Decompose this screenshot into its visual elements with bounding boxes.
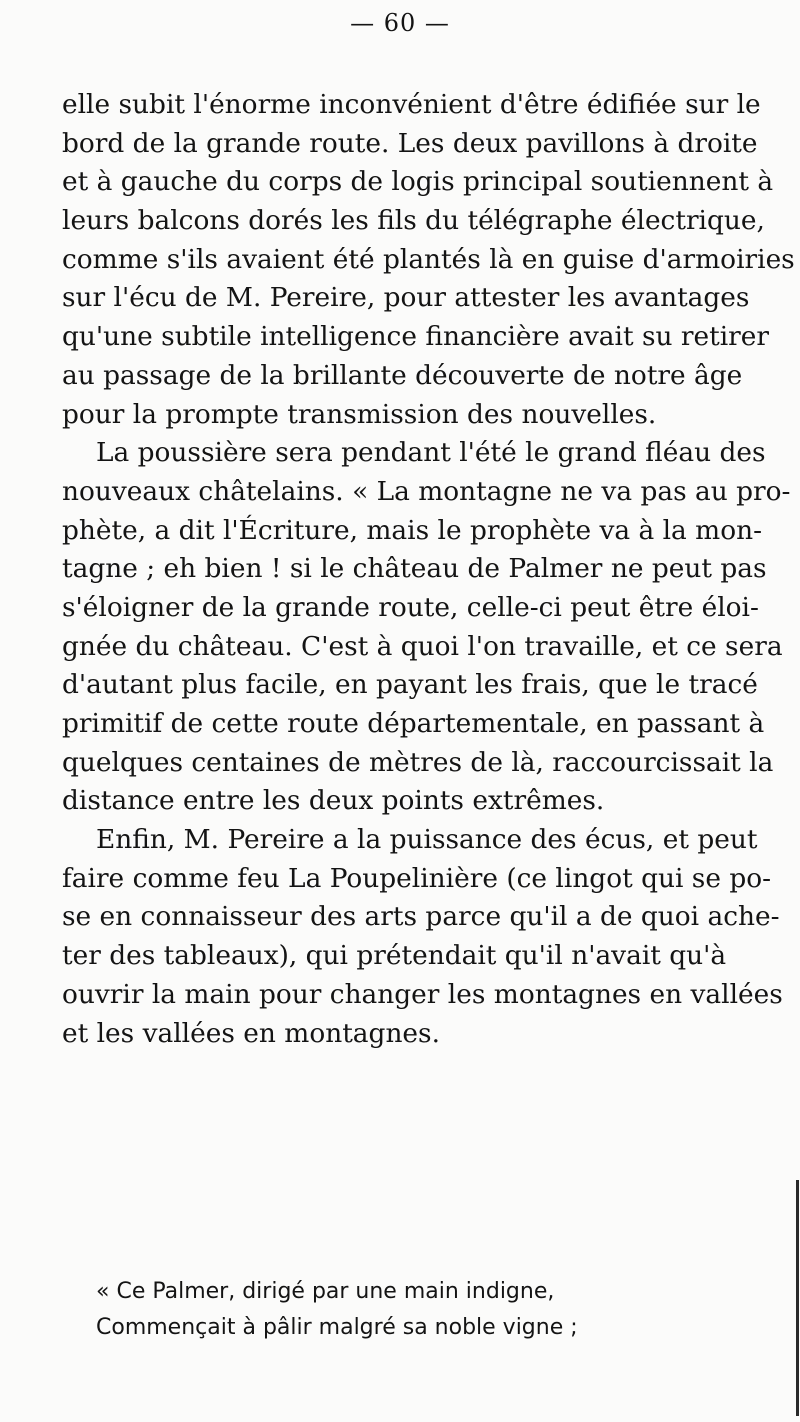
paragraph2-line: tagne ; eh bien ! si le château de Palmer ne peut pas (62, 553, 767, 585)
paragraph2-line: quelques centaines de mètres de là, raccourcissait la (62, 746, 774, 778)
paragraph1-line: au passage de la brillante découverte de notre âge (62, 359, 743, 391)
paragraph2-line: gnée du château. C'est à quoi l'on travaille, et ce sera (62, 630, 783, 662)
paragraph1-line: elle subit l'énorme inconvénient d'être édifiée sur le (62, 89, 761, 120)
paragraph3-line: se en connaisseur des arts parce qu'il a de quoi ache- (62, 901, 780, 933)
page-edge-divider (796, 1180, 799, 1416)
paragraph1-line: sur l'écu de M. Pereire, pour attester les avantages (62, 282, 750, 314)
paragraph1-line: comme s'ils avaient été plantés là en guise d'armoiries (62, 243, 795, 275)
paragraph3-line: faire comme feu La Poupelinière (ce lingot qui se po- (62, 862, 772, 894)
paragraph3-line: ouvrir la main pour changer les montagnes en vallées (62, 978, 783, 1010)
page-number: — 60 — (350, 9, 450, 37)
paragraph2-line: d'autant plus facile, en payant les frais, que le tracé (62, 669, 758, 701)
paragraph3-line: et les vallées en montagnes. (62, 1017, 440, 1049)
paragraph1-line: pour la prompte transmission des nouvelles. (62, 398, 657, 430)
paragraph1-line: leurs balcons dorés les fils du télégraphe électrique, (62, 205, 765, 237)
paragraph3-line: ter des tableaux), qui prétendait qu'il n'avait qu'à (62, 940, 727, 972)
paragraph2-line: nouveaux châtelains. « La montagne ne va pas au pro- (62, 475, 791, 507)
paragraph2-line: phète, a dit l'Écriture, mais le prophète va à la mon- (62, 514, 763, 546)
paragraph2-line: distance entre les deux points extrêmes. (62, 785, 605, 817)
paragraph1-line: et à gauche du corps de logis principal soutiennent à (62, 166, 774, 198)
paragraph2-line: s'éloigner de la grande route, celle-ci peut être éloi- (62, 591, 759, 623)
paragraph1-line: bord de la grande route. Les deux pavillons à droite (62, 127, 758, 159)
paragraph1-line: qu'une subtile intelligence financière avait su retirer (62, 321, 770, 353)
paragraph3-line: Enfin, M. Pereire a la puissance des écus, et peut (96, 824, 758, 856)
verse-quote (96, 1274, 800, 1346)
verse-line: « Ce Palmer, dirigé par une main indigne, (96, 1279, 555, 1304)
body-text (62, 86, 800, 1053)
paragraph2-line: La poussière sera pendant l'été le grand fléau des (96, 437, 766, 469)
verse-line: Commençait à pâlir malgré sa noble vigne ; (96, 1315, 578, 1340)
paragraph2-line: primitif de cette route départementale, en passant à (62, 708, 765, 739)
